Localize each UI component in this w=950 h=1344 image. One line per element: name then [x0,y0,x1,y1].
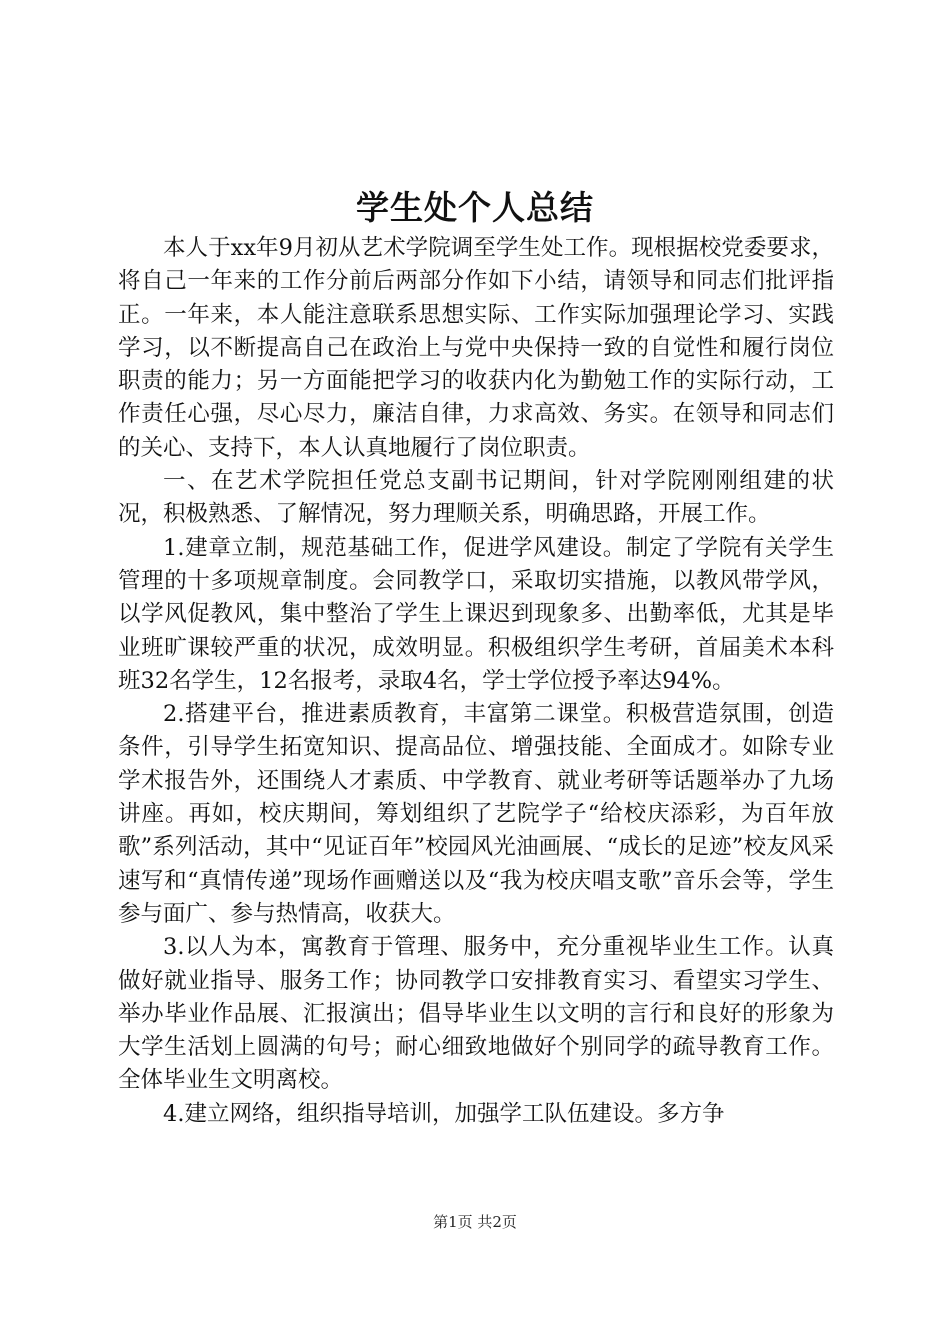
paragraph-item-3: 3.以人为本，寓教育于管理、服务中，充分重视毕业生工作。认真做好就业指导、服务工作；协同教学口安排教育实习、看望实习学生、举办毕业作品展、汇报演出；倡导毕业生以文明的言行和良好的形象为大学生活划上圆满的句号；耐心细致地做好个别同学的疏导教育工作。全体毕业生文明离校。 [118,934,834,1094]
paragraph-item-1: 1.建章立制，规范基础工作，促进学风建设。制定了学院有关学生管理的十多项规章制度。会同教学口，采取切实措施，以教风带学风，以学风促教风，集中整治了学生上课迟到现象多、出勤率低，尤其是毕业班旷课较严重的状况，成效明显。积极组织学生考研，首届美术本科班32名学生，12名报考，录取4名，学士学位授予率达94%。 [118,534,834,694]
paragraph-item-2: 2.搭建平台，推进素质教育，丰富第二课堂。积极营造氛围，创造条件，引导学生拓宽知识、提高品位、增强技能、全面成才。如除专业学术报告外，还围绕人才素质、中学教育、就业考研等话题举办了九场讲座。再如，校庆期间，筹划组织了艺院学子“给校庆添彩，为百年放歌”系列活动，其中“见证百年”校园风光油画展、“成长的足迹”校友风采速写和“真情传递”现场作画赠送以及“我为校庆唱支歌”音乐会等，学生参与面广、参与热情高，收获大。 [118,701,834,927]
paragraph-section-one: 一、在艺术学院担任党总支副书记期间，针对学院刚刚组建的状况，积极熟悉、了解情况，努力理顺关系，明确思路，开展工作。 [118,468,834,528]
paragraph-intro: 本人于xx年9月初从艺术学院调至学生处工作。现根据校党委要求，将自己一年来的工作分前后两部分作如下小结，请领导和同志们批评指正。一年来，本人能注意联系思想实际、工作实际加强理论学习、实践学习，以不断提高自己在政治上与党中央保持一致的自觉性和履行岗位职责的能力；另一方面能把学习的收获内化为勤勉工作的实际行动，工作责任心强，尽心尽力，廉洁自律，力求高效、务实。在领导和同志们的关心、支持下，本人认真地履行了岗位职责。 [118,235,834,461]
paragraph-item-4: 4.建立网络，组织指导培训，加强学工队伍建设。多方争 [163,1100,725,1127]
document-title: 学生处个人总结 [356,188,594,227]
document-body [118,232,834,1131]
page-footer: 第1页 共2页 [433,1213,517,1231]
